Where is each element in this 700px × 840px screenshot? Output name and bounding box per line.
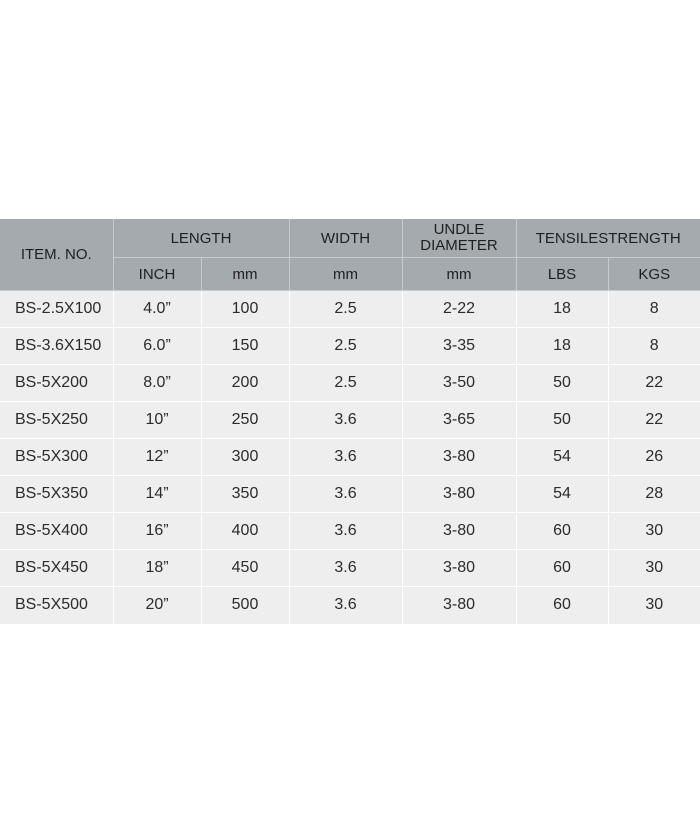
- cell-length-inch: 6.0”: [113, 328, 201, 365]
- cell-length-mm: 450: [201, 550, 289, 587]
- specification-table: [0, 219, 700, 624]
- cell-length-inch: 12”: [113, 439, 201, 476]
- header-unit-inch: INCH: [113, 258, 201, 291]
- cell-kgs: 28: [608, 476, 700, 513]
- cell-kgs: 30: [608, 513, 700, 550]
- table-row: [0, 402, 700, 439]
- header-unit-width-mm: mm: [289, 258, 402, 291]
- cell-lbs: 54: [516, 476, 608, 513]
- cell-kgs: 30: [608, 587, 700, 624]
- cell-diameter: 3-65: [402, 402, 516, 439]
- cell-length-inch: 16”: [113, 513, 201, 550]
- table-row: [0, 513, 700, 550]
- cell-length-mm: 200: [201, 365, 289, 402]
- cell-length-mm: 250: [201, 402, 289, 439]
- cell-lbs: 50: [516, 365, 608, 402]
- header-unit-lbs: LBS: [516, 258, 608, 291]
- table-row: [0, 328, 700, 365]
- cell-length-inch: 8.0”: [113, 365, 201, 402]
- header-unit-kgs: KGS: [608, 258, 700, 291]
- cell-item-no: BS-5X450: [0, 550, 113, 587]
- cell-width: 3.6: [289, 402, 402, 439]
- cell-item-no: BS-5X250: [0, 402, 113, 439]
- cell-diameter: 3-80: [402, 513, 516, 550]
- header-undle-line2: DIAMETER: [420, 237, 498, 254]
- cell-kgs: 22: [608, 365, 700, 402]
- header-width: WIDTH: [289, 219, 402, 258]
- cell-item-no: BS-5X200: [0, 365, 113, 402]
- table-body: [0, 291, 700, 624]
- cell-length-mm: 350: [201, 476, 289, 513]
- cell-diameter: 3-80: [402, 587, 516, 624]
- cell-item-no: BS-5X500: [0, 587, 113, 624]
- table-row: [0, 365, 700, 402]
- cell-kgs: 8: [608, 328, 700, 365]
- cell-length-inch: 18”: [113, 550, 201, 587]
- cell-lbs: 60: [516, 587, 608, 624]
- cell-item-no: BS-5X300: [0, 439, 113, 476]
- cell-length-mm: 300: [201, 439, 289, 476]
- cell-item-no: BS-2.5X100: [0, 291, 113, 328]
- cell-lbs: 54: [516, 439, 608, 476]
- cell-length-inch: 10”: [113, 402, 201, 439]
- cell-diameter: 3-80: [402, 476, 516, 513]
- cell-length-inch: 20”: [113, 587, 201, 624]
- cell-length-mm: 100: [201, 291, 289, 328]
- table-row: [0, 291, 700, 328]
- cell-length-inch: 4.0”: [113, 291, 201, 328]
- cell-length-mm: 150: [201, 328, 289, 365]
- cell-diameter: 3-80: [402, 550, 516, 587]
- header-item-no: ITEM. NO.: [0, 219, 113, 291]
- cell-lbs: 60: [516, 550, 608, 587]
- cell-width: 2.5: [289, 365, 402, 402]
- cell-lbs: 18: [516, 328, 608, 365]
- table-row: [0, 587, 700, 624]
- header-row-main: [0, 219, 700, 258]
- cell-width: 3.6: [289, 476, 402, 513]
- cell-kgs: 8: [608, 291, 700, 328]
- cell-diameter: 2-22: [402, 291, 516, 328]
- header-tensile-strength: TENSILESTRENGTH: [516, 219, 700, 258]
- cell-item-no: BS-5X350: [0, 476, 113, 513]
- cell-width: 2.5: [289, 291, 402, 328]
- cell-width: 3.6: [289, 587, 402, 624]
- header-unit-length-mm: mm: [201, 258, 289, 291]
- cell-kgs: 26: [608, 439, 700, 476]
- cell-length-mm: 400: [201, 513, 289, 550]
- cell-item-no: BS-5X400: [0, 513, 113, 550]
- header-unit-diameter-mm: mm: [402, 258, 516, 291]
- header-undle-line1: UNDLE: [433, 221, 485, 238]
- cell-lbs: 18: [516, 291, 608, 328]
- table-row: [0, 439, 700, 476]
- cell-width: 3.6: [289, 439, 402, 476]
- cell-width: 3.6: [289, 550, 402, 587]
- header-undle-diameter: [402, 219, 516, 258]
- cell-length-mm: 500: [201, 587, 289, 624]
- table-row: [0, 550, 700, 587]
- cell-lbs: 50: [516, 402, 608, 439]
- table-header: [0, 219, 700, 291]
- table-row: [0, 476, 700, 513]
- cell-kgs: 30: [608, 550, 700, 587]
- cell-width: 2.5: [289, 328, 402, 365]
- cell-width: 3.6: [289, 513, 402, 550]
- cell-diameter: 3-35: [402, 328, 516, 365]
- cell-diameter: 3-50: [402, 365, 516, 402]
- header-length: LENGTH: [113, 219, 289, 258]
- cell-diameter: 3-80: [402, 439, 516, 476]
- cell-item-no: BS-3.6X150: [0, 328, 113, 365]
- cell-lbs: 60: [516, 513, 608, 550]
- cell-kgs: 22: [608, 402, 700, 439]
- cell-length-inch: 14”: [113, 476, 201, 513]
